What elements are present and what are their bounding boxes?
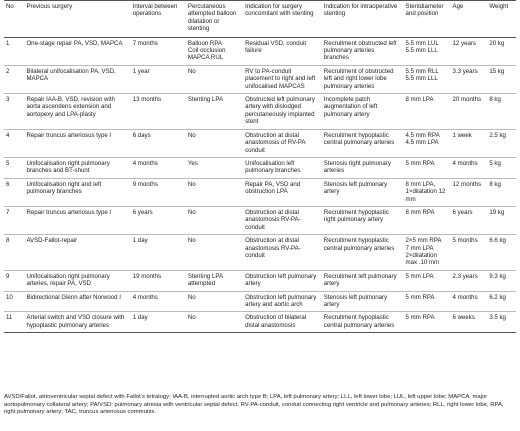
table-row — [4, 270, 516, 291]
table-row — [4, 235, 516, 271]
table-row — [4, 65, 516, 93]
cell-weight: 19 kg — [487, 206, 516, 234]
table-row — [4, 206, 516, 234]
cell-stent-diameter: 5 mm RPA — [404, 312, 451, 333]
cell-indication-surgery: Obstruction of bilateral distal anastomosis — [243, 312, 322, 333]
cell-weight: 15 kg — [487, 65, 516, 93]
header-no: No — [4, 1, 24, 38]
cell-indication-surgery: Residual VSD, conduit failure — [243, 37, 322, 65]
cell-indication-stenting: Recruitment left pulmonary artery — [322, 270, 404, 291]
cell-stent-diameter: 5 mm RPA — [404, 291, 451, 312]
cell-indication-surgery: RV to PA-conduit placement to right and left unifocalised MAPCAS — [243, 65, 322, 93]
cell-age: 4 months — [451, 291, 488, 312]
cell-no: 2 — [4, 65, 24, 93]
cell-interval: 7 months — [131, 37, 186, 65]
cell-age: 3.3 years — [451, 65, 488, 93]
cell-previous-surgery: Repair IAA-B, VSD, revision with aorta ascendens extension and aortopexy and LPA-plasty — [24, 94, 130, 130]
header-indication-surgery: Indication for surgery concomitant with stenting — [243, 1, 322, 38]
cell-interval: 19 months — [131, 270, 186, 291]
cell-weight: 2.5 kg — [487, 129, 516, 157]
cell-age: 1 week — [451, 129, 488, 157]
cell-indication-stenting: Recruitment hypoplastic central pulmonary arteries — [322, 312, 404, 333]
cell-previous-surgery: Arterial switch and VSD closure with hypoplastic pulmonary arteries — [24, 312, 130, 333]
cell-indication-stenting: Recruitment of obstructed left and right lower lobe pulmonary arteries — [322, 65, 404, 93]
cell-percutaneous: Stenting LPA attempted — [186, 270, 243, 291]
cell-interval: 6 years — [131, 206, 186, 234]
cell-indication-surgery: Obstruction left pulmonary artery and aortic arch — [243, 291, 322, 312]
table-row — [4, 178, 516, 206]
cell-percutaneous: No — [186, 312, 243, 333]
cell-percutaneous: Yes — [186, 157, 243, 178]
cell-age: 12 years — [451, 37, 488, 65]
cell-stent-diameter: 8 mm LPA — [404, 94, 451, 130]
cell-previous-surgery: Bilateral unifocalisation PA, VSD, MAPCA — [24, 65, 130, 93]
cell-weight: 3.5 kg — [487, 312, 516, 333]
header-percutaneous: Percutaneous attempted balloon dilatation or stenting — [186, 1, 243, 38]
cell-previous-surgery: Unifocalisation right pulmonary arteries, repair PA, VSD — [24, 270, 130, 291]
cell-stent-diameter: 5.5 mm LUL 5.5 mm LLL — [404, 37, 451, 65]
header-stent-diameter: Stentdiameter and position — [404, 1, 451, 38]
table-row — [4, 157, 516, 178]
cell-previous-surgery: Bidirectional Glenn after Norwood I — [24, 291, 130, 312]
cell-weight: 6.6 kg — [487, 235, 516, 271]
cell-no: 6 — [4, 178, 24, 206]
cell-indication-surgery: Unifocalisation left pulmonary branches — [243, 157, 322, 178]
cell-indication-stenting: Recruitment hypoplastic central pulmonary arteries — [322, 235, 404, 271]
header-row — [4, 1, 516, 38]
cell-age: 20 months — [451, 94, 488, 130]
cell-percutaneous: No — [186, 206, 243, 234]
cell-stent-diameter: 5 mm RPA — [404, 157, 451, 178]
cell-age: 12 months — [451, 178, 488, 206]
cell-stent-diameter: 4.5 mm RPA 4.5 mm LPA — [404, 129, 451, 157]
header-age: Age — [451, 1, 488, 38]
header-weight: Weight — [487, 1, 516, 38]
cell-interval: 9 months — [131, 178, 186, 206]
cell-indication-stenting: Stenosis left pulmonary artery — [322, 178, 404, 206]
cell-no: 5 — [4, 157, 24, 178]
cell-weight: 8 kg — [487, 178, 516, 206]
cell-indication-stenting: Stenosis right pulmonary arteries — [322, 157, 404, 178]
cell-percutaneous: Stenting LPA — [186, 94, 243, 130]
cell-percutaneous: No — [186, 65, 243, 93]
cell-no: 10 — [4, 291, 24, 312]
cell-previous-surgery: Repair truncus arteriosus type I — [24, 206, 130, 234]
cell-age: 2.3 years — [451, 270, 488, 291]
cell-weight: 6.2 kg — [487, 291, 516, 312]
cell-percutaneous: No — [186, 235, 243, 271]
cell-indication-surgery: Obstruction at distal anastomosis RV-PA-conduit — [243, 235, 322, 271]
table-row — [4, 129, 516, 157]
header-interval: Interval between operations — [131, 1, 186, 38]
header-previous-surgery: Previous surgery — [24, 1, 130, 38]
cell-no: 8 — [4, 235, 24, 271]
cell-no: 9 — [4, 270, 24, 291]
cell-percutaneous: No — [186, 129, 243, 157]
table-header — [4, 1, 516, 38]
cell-indication-surgery: Obstructed left pulmonary artery with dislodged percutaneously implanted stent — [243, 94, 322, 130]
cell-indication-stenting: Recruitment obstructed left pulmonary arteries branches — [322, 37, 404, 65]
cell-no: 4 — [4, 129, 24, 157]
cell-stent-diameter: 8 mm RPA — [404, 206, 451, 234]
cell-percutaneous: Balloon RPA Coil occlusion MAPCA RUL — [186, 37, 243, 65]
cell-interval: 13 months — [131, 94, 186, 130]
cell-indication-stenting: Stenosis left pulmonary artery — [322, 291, 404, 312]
cell-indication-surgery: Obstruction left pulmonary artery — [243, 270, 322, 291]
cell-no: 1 — [4, 37, 24, 65]
table-footnote: AVSD/Fallot, atrioventricular septal defect with Fallot’s tetralogy; IAA-B, interrupted aortic arch type B; LPA, left pulmonary artery; LLL, left lower lobe; LUL, left upper lobe; MAPCA, major aortopulmonary collateral artery; PA/VSD: pulmonary atresia with ventricular septal defect, RV-PA-conduit, conduit connecting right ventricle and pulmonary arteries; RLL, right lower lobe, RPA, right pulmonary artery; TAC, truncus arteriosus communis. — [4, 394, 504, 416]
cell-weight: 8 kg — [487, 94, 516, 130]
table-row — [4, 291, 516, 312]
cell-no: 7 — [4, 206, 24, 234]
cell-interval: 4 months — [131, 157, 186, 178]
cell-indication-surgery: Obstruction at distal anastomosis RV-PA-conduit — [243, 206, 322, 234]
cell-stent-diameter: 2×5 mm RPA 7 mm LPA 2×dilatation max .10 mm — [404, 235, 451, 271]
cell-previous-surgery: Unifocalisation right pulmonary branches and BT-shunt — [24, 157, 130, 178]
cell-previous-surgery: One-stage repair PA, VSD, MAPCA — [24, 37, 130, 65]
cell-age: 5 months — [451, 235, 488, 271]
cell-stent-diameter: 8 mm LPA, 1×dilatation 12 mm — [404, 178, 451, 206]
cell-no: 11 — [4, 312, 24, 333]
cell-age: 6 weeks — [451, 312, 488, 333]
table-row — [4, 37, 516, 65]
cell-interval: 6 days — [131, 129, 186, 157]
cell-stent-diameter: 5.5 mm RLL 5.5 mm LLL — [404, 65, 451, 93]
cell-previous-surgery: Repair truncus arteriosus type I — [24, 129, 130, 157]
cell-interval: 1 year — [131, 65, 186, 93]
cell-previous-surgery: AVSD-Fallot-repair — [24, 235, 130, 271]
cell-age: 6 years — [451, 206, 488, 234]
cell-indication-stenting: Recruitment hypoplastic right pulmonary artery — [322, 206, 404, 234]
table-row — [4, 94, 516, 130]
cell-indication-surgery: Obstruction at distal anastomosis of RV-PA conduit — [243, 129, 322, 157]
surgery-table — [4, 0, 516, 333]
cell-stent-diameter: 5 mm LPA — [404, 270, 451, 291]
cell-previous-surgery: Unifocalisation right and left pulmonary branches — [24, 178, 130, 206]
cell-interval: 4 months — [131, 291, 186, 312]
table-row — [4, 312, 516, 333]
cell-indication-stenting: Incomplete patch augmentation of left pulmonary artery — [322, 94, 404, 130]
cell-weight: 20 kg — [487, 37, 516, 65]
cell-interval: 1 day — [131, 235, 186, 271]
cell-weight: 9.3 kg — [487, 270, 516, 291]
cell-indication-surgery: Repair PA, VSD and obstruction LPA — [243, 178, 322, 206]
header-indication-stenting: Indication for intraoperative stenting — [322, 1, 404, 38]
table-body — [4, 37, 516, 333]
cell-indication-stenting: Recruitment hypoplastic central pulmonary arteries — [322, 129, 404, 157]
cell-age: 4 months — [451, 157, 488, 178]
cell-interval: 1 day — [131, 312, 186, 333]
cell-percutaneous: No — [186, 178, 243, 206]
cell-percutaneous: No — [186, 291, 243, 312]
cell-no: 3 — [4, 94, 24, 130]
cell-weight: 5 kg — [487, 157, 516, 178]
